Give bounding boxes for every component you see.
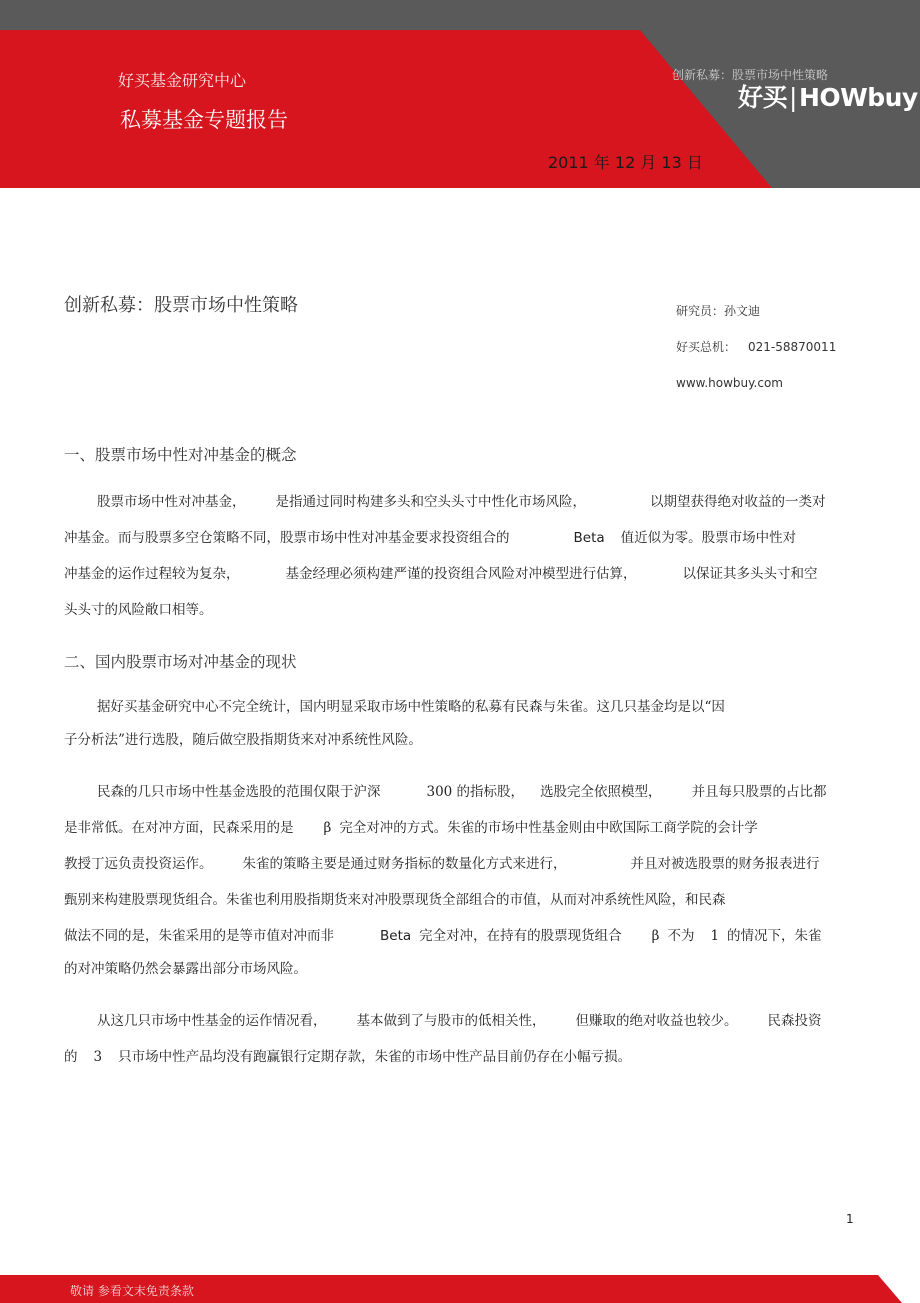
logo-divider: |	[789, 83, 797, 112]
text-run: 3	[93, 1049, 103, 1065]
paragraph-line	[64, 810, 854, 846]
text-run: 做法不同的是，朱雀采用的是等市值对冲而非	[64, 928, 334, 944]
text-run: 甄别来构建股票现货组合。朱雀也利用股指期货来对冲股票现货全部组合的市值，从而对冲系统性风险，和民森	[64, 892, 726, 908]
phone-label: 好买总机：	[676, 340, 737, 354]
report-title: 创新私募：股票市场中性策略	[64, 295, 298, 316]
phone-number: 021-58870011	[748, 340, 837, 354]
logo-en: HOWbuy	[798, 83, 918, 112]
text-run: 选股完全依照模型，	[540, 784, 662, 800]
text-run: 以保证其多头头寸和空	[682, 566, 818, 582]
text-run: 冲基金的运作过程较为复杂，	[64, 566, 240, 582]
paragraph-line	[64, 774, 854, 810]
section-heading-1: 一、股票市场中性对冲基金的概念	[64, 446, 297, 464]
paragraph-line	[64, 846, 854, 882]
text-run: 朱雀的策略主要是通过财务指标的数量化方式来进行，	[242, 856, 567, 872]
paragraph-line	[64, 725, 854, 755]
text-run: 并且对被选股票的财务报表进行	[630, 856, 820, 872]
text-run: Beta	[380, 928, 412, 944]
howbuy-logo	[738, 78, 918, 114]
footer-disclaimer: 敬请 参看文末免责条款	[70, 1284, 194, 1298]
header-running-title: 创新私募：股票市场中性策略	[672, 68, 829, 82]
text-run: 值近似为零。股票市场中性对	[620, 530, 797, 546]
page-number: 1	[846, 1212, 854, 1226]
text-run: 的对冲策略仍然会暴露出部分市场风险。	[64, 961, 307, 977]
text-run: 完全对冲的方式。朱雀的市场中性基金则由中欧国际工商学院的会计学	[339, 820, 758, 836]
paragraph-line	[64, 918, 854, 954]
website-link[interactable]: www.howbuy.com	[676, 376, 783, 390]
text-run: β	[651, 928, 660, 944]
paragraph-line	[64, 484, 854, 520]
analyst-name: 孙文迪	[724, 304, 761, 318]
paragraph-line	[64, 592, 854, 628]
text-run: 子分析法”进行选股，随后做空股指期货来对冲系统性风险。	[64, 732, 422, 748]
text-run: β	[323, 820, 332, 836]
text-run: 民森投资	[767, 1013, 822, 1029]
text-run: 冲基金。而与股票多空仓策略不同，股票市场中性对冲基金要求投资组合的	[64, 530, 510, 546]
text-run: 只市场中性产品均没有跑赢银行定期存款，朱雀的市场中性产品目前仍存在小幅亏损。	[118, 1049, 632, 1065]
phone-line	[676, 338, 836, 355]
paragraph-line	[64, 1003, 854, 1039]
section-heading-2: 二、国内股票市场对冲基金的现状	[64, 653, 297, 671]
text-run: Beta	[573, 530, 605, 546]
text-run: 股票市场中性对冲基金，	[97, 494, 246, 510]
text-run: 但赚取的绝对收益也较少。	[575, 1013, 738, 1029]
text-run: 教授丁远负责投资运作。	[64, 856, 213, 872]
paragraph-line	[64, 882, 854, 918]
paragraph-line	[64, 520, 854, 556]
section-2-paragraph-3	[64, 1003, 854, 1075]
text-run: 从这几只市场中性基金的运作情况看，	[97, 1013, 327, 1029]
text-run: 完全对冲，在持有的股票现货组合	[419, 928, 622, 944]
text-run: 是非常低。在对冲方面，民森采用的是	[64, 820, 294, 836]
paragraph-line	[64, 689, 854, 725]
text-run: 基金经理必须构建严谨的投资组合风险对冲模型进行估算，	[285, 566, 637, 582]
text-run: 基本做到了与股市的低相关性，	[356, 1013, 546, 1029]
paragraph-line	[64, 1039, 854, 1075]
text-run: 的	[64, 1049, 78, 1065]
section-2-paragraph-2	[64, 774, 854, 984]
section-2-paragraph-1	[64, 689, 854, 755]
header-org: 好买基金研究中心	[118, 71, 247, 90]
text-run: 1	[710, 928, 720, 944]
analyst-line	[676, 302, 760, 319]
logo-cn: 好买	[738, 83, 788, 112]
text-run: 300 的指标股，	[426, 784, 525, 800]
paragraph-line	[64, 954, 854, 984]
text-run: 以期望获得绝对收益的一类对	[650, 494, 826, 510]
text-run: 不为	[667, 928, 695, 944]
paragraph-line	[64, 556, 854, 592]
header-date: 2011 年 12 月 13 日	[548, 153, 703, 172]
text-run: 并且每只股票的占比都	[691, 784, 827, 800]
section-1-paragraph	[64, 484, 854, 628]
text-run: 据好买基金研究中心不完全统计，国内明显采取市场中性策略的私募有民森与朱雀。这几只基金均是以“因	[97, 699, 725, 715]
text-run: 民森的几只市场中性基金选股的范围仅限于沪深	[97, 784, 381, 800]
analyst-label: 研究员：	[676, 304, 725, 318]
text-run: 头头寸的风险敞口相等。	[64, 602, 213, 618]
header-series: 私募基金专题报告	[120, 108, 288, 132]
text-run: 是指通过同时构建多头和空头头寸中性化市场风险，	[275, 494, 586, 510]
text-run: 的情况下，朱雀	[727, 928, 822, 944]
